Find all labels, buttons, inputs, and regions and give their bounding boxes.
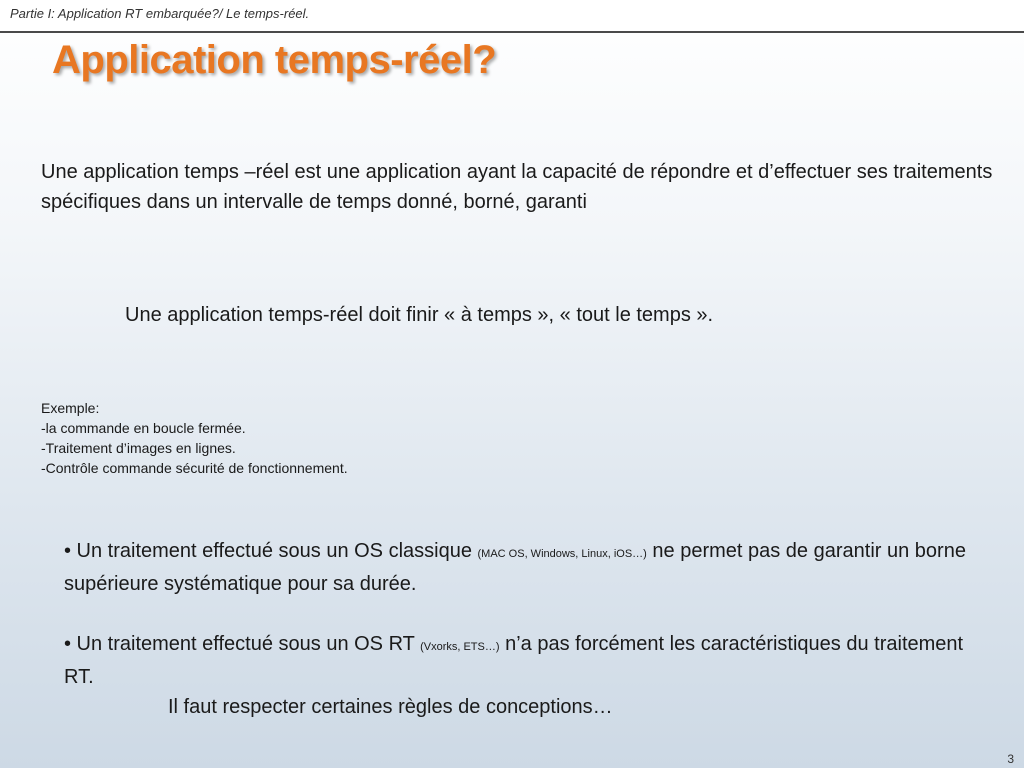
bullet-note: (Vxorks, ETS…) — [420, 641, 500, 653]
definition-paragraph: Une application temps –réel est une application ayant la capacité de répondre et d’effectuer ses traitements spécifiques dans un intervalle de temps donné, borné, garanti — [41, 161, 993, 213]
bullet-lead: • Un traitement effectué sous un OS classique — [64, 540, 478, 562]
bullet-rt-os — [64, 629, 994, 722]
page-number: 3 — [1007, 752, 1014, 766]
bullet-note: (MAC OS, Windows, Linux, iOS…) — [477, 548, 647, 560]
bullet-list — [64, 536, 994, 722]
example-item: -la commande en boucle fermée. — [41, 420, 246, 436]
bullet-rest: ne permet pas de garantir un borne supérieure systématique pour sa durée. — [64, 540, 966, 595]
rule-statement: Une application temps-réel doit finir « à temps », « tout le temps ». — [125, 304, 714, 326]
bullet-rest: n’a pas forcément les caractéristiques du traitement RT. — [64, 633, 964, 688]
breadcrumb: Partie I: Application RT embarquée?/ Le temps-réel. — [10, 6, 310, 21]
example-heading: Exemple: — [41, 400, 100, 416]
header-bar — [0, 0, 1024, 33]
example-block — [41, 398, 348, 478]
design-rules-note: Il faut respecter certaines règles de conceptions… — [168, 696, 613, 718]
slide-title: Application temps-réel? — [52, 38, 497, 82]
bullet-lead: • Un traitement effectué sous un OS RT — [64, 633, 421, 655]
bullet-classic-os — [64, 536, 994, 599]
example-item: -Traitement d’images en lignes. — [41, 440, 236, 456]
example-item: -Contrôle commande sécurité de fonctionnement. — [41, 460, 348, 476]
